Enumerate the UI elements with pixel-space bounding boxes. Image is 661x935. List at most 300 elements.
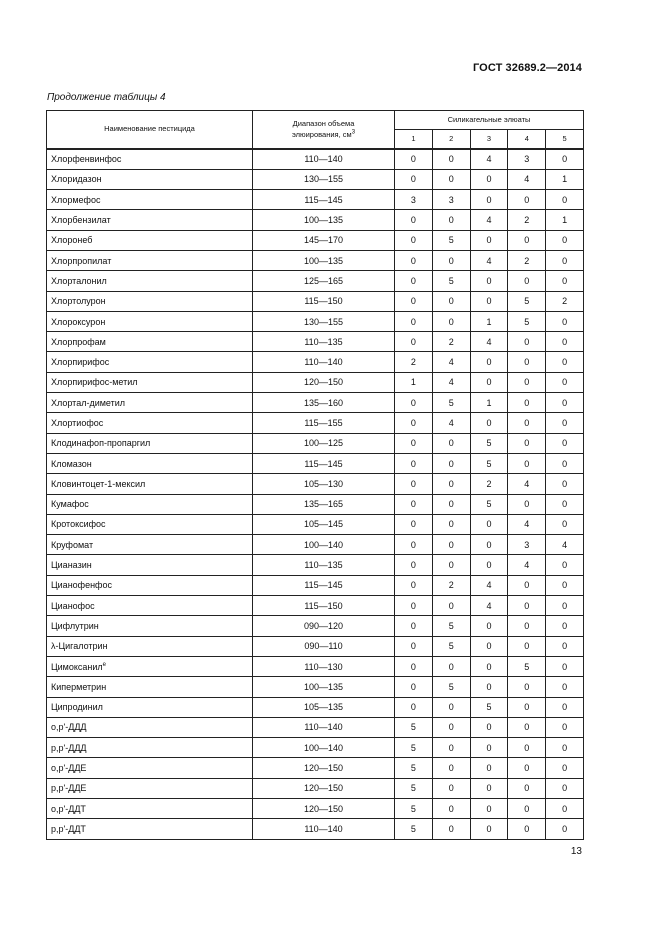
eluate-4-cell	[508, 799, 546, 819]
eluate-4-cell	[508, 352, 546, 372]
eluate-3-cell	[470, 819, 508, 839]
col-header-eluates: Силикагельные элюаты	[395, 111, 584, 130]
cell-text: 0	[486, 661, 492, 672]
eluate-4-cell	[508, 271, 546, 291]
table-row	[47, 819, 584, 839]
cell-text: 0	[410, 560, 416, 571]
table-row	[47, 230, 584, 250]
eluate-4-cell	[508, 169, 546, 189]
cell-text: 0	[448, 702, 454, 713]
elution-range-cell	[253, 352, 395, 372]
cell-text: 0	[486, 560, 492, 571]
cell-text: 0	[410, 418, 416, 428]
eluate-3-cell	[470, 413, 508, 433]
table-row	[47, 514, 584, 534]
table-row	[47, 575, 584, 595]
cell-text: Цимоксанил	[51, 661, 103, 672]
eluate-3-cell	[470, 372, 508, 392]
table-row	[47, 738, 584, 758]
cell-text: 0	[410, 296, 416, 307]
cell-text: 0	[486, 641, 492, 652]
pesticide-name-cell	[47, 250, 253, 270]
elution-range-cell	[253, 149, 395, 169]
table-row	[47, 697, 584, 717]
eluate-1-cell	[395, 250, 433, 270]
eluate-5-cell	[546, 230, 584, 250]
eluate-4-cell	[508, 332, 546, 352]
eluate-4-cell	[508, 738, 546, 758]
eluate-2-cell	[432, 474, 470, 494]
cell-text: 0	[524, 620, 530, 631]
cell-text: Хлормефос	[51, 194, 101, 205]
cell-text: 135—160	[303, 397, 344, 408]
elution-range-cell	[253, 210, 395, 230]
cell-text: 0	[410, 397, 416, 408]
cell-text: 0	[486, 783, 492, 794]
eluate-1-cell	[395, 311, 433, 331]
table-header	[47, 111, 584, 150]
elution-range-cell	[253, 372, 395, 392]
eluate-3-cell	[470, 697, 508, 717]
eluate-5-cell	[546, 453, 584, 473]
cell-text: 0	[448, 661, 454, 672]
cell-text: 115—150	[304, 600, 343, 611]
eluate-5-cell	[546, 474, 584, 494]
eluate-5-cell	[546, 494, 584, 514]
cell-text: 4	[524, 174, 530, 185]
cell-text: 0	[524, 377, 530, 388]
pesticide-name-cell	[47, 778, 253, 798]
eluate-3-cell	[470, 636, 508, 656]
pesticide-name-cell	[47, 656, 253, 676]
pesticide-name-cell	[47, 494, 253, 514]
eluate-2-cell	[432, 413, 470, 433]
cell-text: 0	[524, 600, 530, 611]
eluate-1-cell	[395, 656, 433, 676]
eluate-2-cell	[432, 453, 470, 473]
cell-text: 0	[562, 823, 568, 834]
cell-text: 3	[448, 194, 454, 205]
pesticide-name-cell	[47, 677, 253, 697]
eluate-3-cell	[470, 291, 508, 311]
eluate-1-cell	[395, 291, 433, 311]
cell-text: 0	[524, 336, 530, 347]
eluate-number: 5	[546, 130, 584, 150]
table-row	[47, 616, 584, 636]
table-row	[47, 758, 584, 778]
eluate-5-cell	[546, 738, 584, 758]
pesticide-name-cell	[47, 210, 253, 230]
cell-text: 0	[486, 377, 492, 388]
eluate-4-cell	[508, 474, 546, 494]
eluate-4-cell	[508, 190, 546, 210]
cell-text: 110—140	[304, 154, 343, 165]
cell-text: 5	[448, 641, 454, 652]
eluate-number: 4	[508, 130, 546, 150]
cell-text: 0	[410, 702, 416, 713]
cell-text: 0	[562, 255, 568, 266]
pesticide-name-cell	[47, 169, 253, 189]
cell-text: 0	[524, 397, 530, 408]
eluate-3-cell	[470, 677, 508, 697]
eluate-5-cell	[546, 819, 584, 839]
cell-text: 5	[448, 620, 454, 631]
cell-text: 0	[486, 681, 492, 692]
eluate-1-cell	[395, 190, 433, 210]
cell-text: 0	[562, 681, 568, 692]
cell-text: 0	[410, 539, 416, 550]
eluate-3-cell	[470, 230, 508, 250]
cell-text: 0	[410, 336, 416, 347]
eluate-2-cell	[432, 596, 470, 616]
table-row	[47, 717, 584, 737]
eluate-1-cell	[395, 697, 433, 717]
pesticide-name-cell	[47, 819, 253, 839]
eluate-1-cell	[395, 575, 433, 595]
footnote-mark: е	[102, 661, 107, 668]
elution-range-cell	[253, 555, 395, 575]
eluate-1-cell	[395, 535, 433, 555]
eluate-4-cell	[508, 291, 546, 311]
pesticide-name-cell	[47, 738, 253, 758]
eluate-2-cell	[432, 717, 470, 737]
cell-text: 5	[524, 296, 530, 307]
eluate-5-cell	[546, 413, 584, 433]
cell-text: 0	[562, 316, 568, 327]
cell-text: Хлортал-диметил	[51, 397, 126, 408]
cell-text: 120—150	[303, 803, 344, 814]
table-row	[47, 352, 584, 372]
cell-text: 4	[448, 418, 454, 428]
cell-text: 1	[410, 377, 416, 388]
eluate-1-cell	[395, 514, 433, 534]
table-row	[47, 494, 584, 514]
cell-text: 0	[410, 255, 416, 266]
elution-range-cell	[253, 393, 395, 413]
cell-text: 130—155	[303, 174, 344, 185]
cell-text: 1	[562, 174, 568, 185]
eluate-2-cell	[432, 656, 470, 676]
eluate-2-cell	[432, 433, 470, 453]
cell-text: 0	[562, 235, 568, 246]
table-row	[47, 474, 584, 494]
cell-text: 125—165	[303, 275, 344, 286]
cell-text: 0	[410, 478, 416, 489]
cell-text: Хлорпропилат	[51, 255, 112, 266]
cell-text: 5	[524, 661, 530, 672]
table-row	[47, 433, 584, 453]
table-row	[47, 190, 584, 210]
cell-text: 0	[562, 458, 568, 469]
cell-text: 5	[410, 803, 416, 814]
pesticide-name-cell	[47, 474, 253, 494]
eluate-3-cell	[470, 311, 508, 331]
cell-text: 2	[562, 296, 568, 307]
cell-text: 0	[562, 641, 568, 652]
eluate-5-cell	[546, 677, 584, 697]
eluate-5-cell	[546, 596, 584, 616]
cell-text: 0	[524, 194, 530, 205]
elution-range-cell	[253, 169, 395, 189]
cell-text: 5	[410, 763, 416, 774]
cell-text: 100—140	[303, 742, 344, 753]
cell-text: 0	[486, 763, 492, 774]
cell-text: 0	[524, 235, 530, 246]
eluate-4-cell	[508, 210, 546, 230]
elution-range-cell	[253, 332, 395, 352]
eluate-1-cell	[395, 616, 433, 636]
cell-text: 0	[410, 215, 416, 226]
elution-range-cell	[253, 271, 395, 291]
pesticide-name-cell	[47, 636, 253, 656]
eluate-4-cell	[508, 149, 546, 169]
eluate-1-cell	[395, 352, 433, 372]
eluate-5-cell	[546, 372, 584, 392]
eluate-4-cell	[508, 230, 546, 250]
cell-text: Хлороксурон	[51, 316, 106, 327]
pesticide-name-cell	[47, 453, 253, 473]
cell-text: 0	[410, 438, 416, 449]
eluate-4-cell	[508, 819, 546, 839]
cell-text: 100—135	[303, 215, 344, 226]
cell-text: 105—145	[303, 519, 344, 530]
cell-text: 5	[410, 823, 416, 834]
cell-text: 5	[486, 458, 492, 469]
eluate-5-cell	[546, 291, 584, 311]
pesticide-name-cell	[47, 758, 253, 778]
table-row	[47, 149, 584, 169]
cell-text: Хлорпрофам	[51, 336, 106, 347]
table-row	[47, 271, 584, 291]
elution-range-cell	[253, 535, 395, 555]
pesticide-name-cell	[47, 717, 253, 737]
cell-text: 0	[448, 742, 454, 753]
eluate-5-cell	[546, 636, 584, 656]
pesticide-name-cell	[47, 230, 253, 250]
cell-text: Круфомат	[51, 539, 94, 550]
cell-text: Хлорпирифос	[51, 357, 110, 368]
table-row	[47, 311, 584, 331]
cell-text: 0	[562, 763, 568, 774]
cell-text: 110—140	[304, 357, 343, 368]
eluate-2-cell	[432, 372, 470, 392]
eluate-4-cell	[508, 494, 546, 514]
cell-text: 135—165	[303, 499, 344, 510]
eluate-4-cell	[508, 616, 546, 636]
eluate-1-cell	[395, 494, 433, 514]
cell-text: Кротоксифос	[51, 519, 106, 530]
cell-text: 0	[486, 722, 492, 733]
pesticide-name-cell	[47, 190, 253, 210]
cell-text: 0	[486, 296, 492, 307]
elution-range-cell	[253, 738, 395, 758]
cell-text: Хлортиофос	[51, 418, 104, 428]
eluate-1-cell	[395, 717, 433, 737]
pesticide-name-cell	[47, 311, 253, 331]
eluate-2-cell	[432, 778, 470, 798]
eluate-2-cell	[432, 210, 470, 230]
cell-text: 4	[562, 539, 568, 550]
cell-text: Хлорпирифос-метил	[51, 377, 138, 388]
eluate-5-cell	[546, 717, 584, 737]
elution-range-cell	[253, 514, 395, 534]
eluate-3-cell	[470, 575, 508, 595]
cell-text: 5	[486, 499, 492, 510]
cell-text: 0	[410, 681, 416, 692]
cell-text: 0	[448, 499, 454, 510]
cell-text: 0	[562, 742, 568, 753]
pesticide-name-cell	[47, 271, 253, 291]
cell-text: 0	[524, 681, 530, 692]
eluate-3-cell	[470, 271, 508, 291]
pesticide-name-cell	[47, 535, 253, 555]
pesticide-name-cell	[47, 332, 253, 352]
eluate-2-cell	[432, 169, 470, 189]
cell-text: 0	[448, 438, 454, 449]
cell-text: 130—155	[303, 316, 344, 327]
cell-text: 0	[524, 742, 530, 753]
cell-text: 100—135	[303, 681, 344, 692]
table-row	[47, 778, 584, 798]
eluate-1-cell	[395, 372, 433, 392]
cell-text: 4	[486, 336, 492, 347]
table-row	[47, 291, 584, 311]
cell-text: 0	[562, 661, 568, 672]
eluate-4-cell	[508, 413, 546, 433]
eluate-3-cell	[470, 149, 508, 169]
eluate-4-cell	[508, 636, 546, 656]
eluate-5-cell	[546, 514, 584, 534]
pesticide-name-cell	[47, 596, 253, 616]
cell-text: 0	[562, 357, 568, 368]
cell-text: 0	[524, 803, 530, 814]
eluate-2-cell	[432, 393, 470, 413]
eluate-2-cell	[432, 636, 470, 656]
eluate-number: 3	[470, 130, 508, 150]
elution-range-cell	[253, 250, 395, 270]
eluate-5-cell	[546, 169, 584, 189]
cell-text: Цианофос	[51, 600, 95, 611]
cell-text: 110—135	[304, 560, 343, 571]
table-row	[47, 250, 584, 270]
eluate-number: 2	[432, 130, 470, 150]
eluate-4-cell	[508, 250, 546, 270]
cell-text: Хлоридазон	[51, 174, 102, 185]
eluate-3-cell	[470, 169, 508, 189]
eluate-5-cell	[546, 210, 584, 230]
cell-text: 0	[486, 174, 492, 185]
elution-range-cell	[253, 413, 395, 433]
cell-text: 0	[410, 154, 416, 165]
elution-range-cell	[253, 453, 395, 473]
cell-text: 0	[410, 499, 416, 510]
eluate-2-cell	[432, 819, 470, 839]
elution-range-cell	[253, 758, 395, 778]
eluate-5-cell	[546, 697, 584, 717]
cell-text: Кловинтоцет-1-мексил	[51, 478, 146, 489]
cell-text: 0	[524, 783, 530, 794]
cell-text: Цианазин	[51, 560, 92, 571]
eluate-5-cell	[546, 352, 584, 372]
cell-text: 0	[410, 580, 416, 591]
cell-text: 105—130	[303, 478, 344, 489]
cell-text: 0	[524, 823, 530, 834]
standard-number: ГОСТ 32689.2—2014	[472, 62, 582, 74]
eluate-3-cell	[470, 250, 508, 270]
elution-range-cell	[253, 636, 395, 656]
elution-range-cell	[253, 717, 395, 737]
pesticide-name-cell	[47, 514, 253, 534]
cell-text: 0	[410, 458, 416, 469]
cell-text: Хлоронеб	[51, 235, 93, 246]
eluate-5-cell	[546, 433, 584, 453]
cell-text: 0	[562, 418, 568, 428]
elution-range-cell	[253, 596, 395, 616]
pesticide-name-cell	[47, 291, 253, 311]
cell-text: Хлорбензилат	[51, 215, 111, 226]
cell-text: 120—150	[303, 783, 344, 794]
eluate-4-cell	[508, 778, 546, 798]
cell-text: 0	[448, 600, 454, 611]
cell-text: 0	[562, 275, 568, 286]
table-row	[47, 596, 584, 616]
page-number: 13	[570, 846, 582, 857]
eluate-1-cell	[395, 433, 433, 453]
table-row	[47, 656, 584, 676]
cell-text: 100—140	[303, 539, 344, 550]
pesticide-name-cell	[47, 372, 253, 392]
cell-text: 0	[562, 478, 568, 489]
cell-text: 4	[524, 519, 530, 530]
cell-text: 0	[524, 357, 530, 368]
elution-range-cell	[253, 291, 395, 311]
eluate-5-cell	[546, 271, 584, 291]
table-row	[47, 535, 584, 555]
eluate-4-cell	[508, 433, 546, 453]
elution-range-cell	[253, 656, 395, 676]
cell-text: 0	[486, 823, 492, 834]
elution-range-cell	[253, 474, 395, 494]
eluate-5-cell	[546, 393, 584, 413]
eluate-5-cell	[546, 799, 584, 819]
cell-text: 0	[410, 174, 416, 185]
cell-text: 090—110	[304, 641, 343, 652]
cell-text: 4	[448, 357, 454, 368]
table-caption: Продолжение таблицы 4	[47, 92, 166, 103]
eluate-2-cell	[432, 697, 470, 717]
eluate-3-cell	[470, 514, 508, 534]
cell-text: 100—135	[303, 255, 344, 266]
cell-text: 0	[410, 519, 416, 530]
cell-text: Хлорталонил	[51, 275, 107, 286]
cell-text: 0	[524, 702, 530, 713]
eluate-1-cell	[395, 596, 433, 616]
col-header-range-line1: Диапазон объема	[292, 119, 355, 129]
table-row	[47, 332, 584, 352]
table-row	[47, 210, 584, 230]
eluate-3-cell	[470, 616, 508, 636]
eluate-2-cell	[432, 149, 470, 169]
cell-text: 0	[562, 519, 568, 530]
eluate-2-cell	[432, 677, 470, 697]
cell-text: 0	[410, 600, 416, 611]
elution-range-cell	[253, 819, 395, 839]
eluate-3-cell	[470, 758, 508, 778]
eluate-4-cell	[508, 697, 546, 717]
cell-text: 0	[448, 783, 454, 794]
col-header-name: Наименование пестицида	[47, 111, 253, 150]
cell-text: 4	[486, 154, 492, 165]
